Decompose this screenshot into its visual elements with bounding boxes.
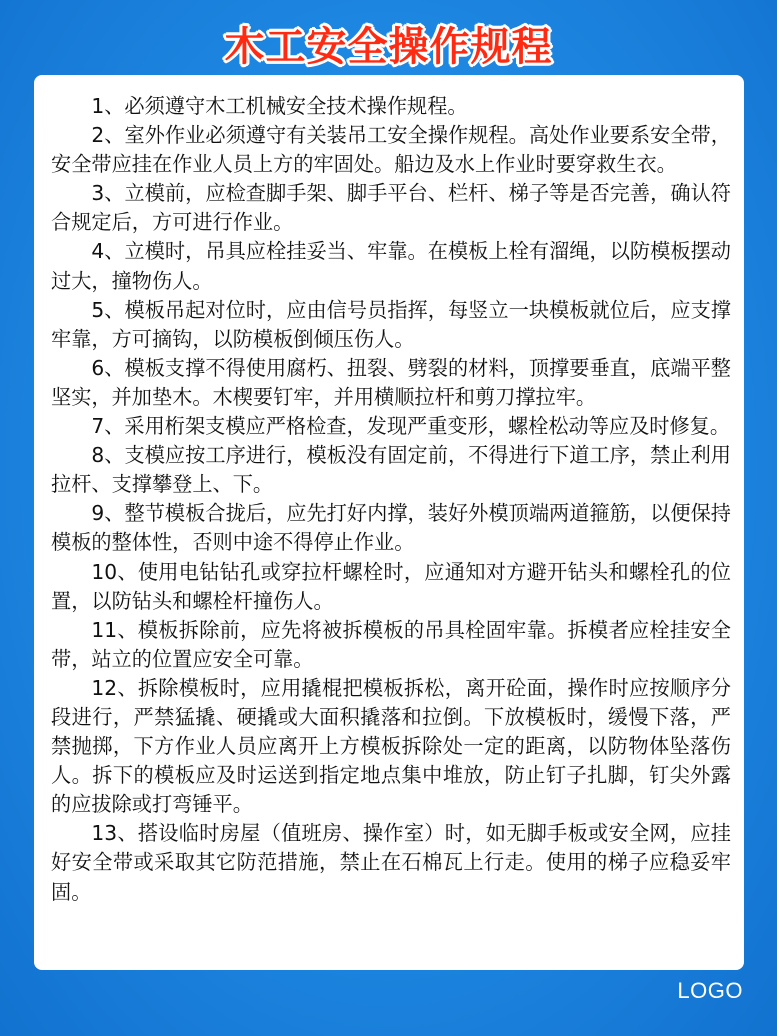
rule-item: 3、立模前，应检查脚手架、脚手平台、栏杆、梯子等是否完善，确认符合规定后，方可进行作业。 <box>51 181 731 235</box>
rule-item: 12、拆除模板时，应用撬棍把模板拆松，离开砼面，操作时应按顺序分段进行，严禁猛撬、硬撬或大面积撬落和拉倒。下放模板时，缓慢下落，严禁抛掷，下方作业人员应离开上方模板拆除处一定的距离，以防物体坠落伤人。拆下的模板应及时运送到指定地点集中堆放，防止钉子扎脚，钉尖外露的应拔除或打弯锤平。 <box>51 675 731 817</box>
rule-item: 7、采用桁架支模应严格检查，发现严重变形，螺栓松动等应及时修复。 <box>91 414 731 439</box>
rule-item: 5、模板吊起对位时，应由信号员指挥，每竖立一块模板就位后，应支撑牢靠，方可摘钩，以防模板倒倾压伤人。 <box>51 297 731 351</box>
rule-item: 10、使用电钻钻孔或穿拉杆螺栓时，应通知对方避开钻头和螺栓孔的位置，以防钻头和螺栓杆撞伤人。 <box>51 559 731 613</box>
rule-item: 11、模板拆除前，应先将被拆模板的吊具栓固牢靠。拆模者应栓挂安全带，站立的位置应安全可靠。 <box>51 617 731 671</box>
rule-item: 2、室外作业必须遵守有关装吊工安全操作规程。高处作业要系安全带，安全带应挂在作业人员上方的牢固处。船边及水上作业时要穿救生衣。 <box>51 123 731 177</box>
rule-item: 6、模板支撑不得使用腐朽、扭裂、劈裂的材料，顶撑要垂直，底端平整坚实，并加垫木。木楔要钉牢，并用横顺拉杆和剪刀撑拉牢。 <box>51 355 731 409</box>
rule-item: 13、搭设临时房屋（值班房、操作室）时，如无脚手板或安全网，应挂好安全带或采取其它防范措施，禁止在石棉瓦上行走。使用的梯子应稳妥牢固。 <box>51 821 731 904</box>
rules-list <box>51 92 731 907</box>
rule-item: 8、支模应按工序进行，模板没有固定前，不得进行下道工序，禁止利用拉杆、支撑攀登上、下。 <box>51 443 731 497</box>
page-title: 木工安全操作规程 <box>224 24 553 70</box>
rule-item: 9、整节模板合拢后，应先打好内撑，装好外模顶端两道箍筋，以便保持模板的整体性，否则中途不得停止作业。 <box>51 501 731 555</box>
rule-item: 4、立模时，吊具应栓挂妥当、牢靠。在模板上栓有溜绳，以防模板摆动过大，撞物伤人。 <box>51 239 731 293</box>
rule-item: 1、必须遵守木工机械安全技术操作规程。 <box>91 94 468 118</box>
logo-text: LOGO <box>677 978 743 1003</box>
